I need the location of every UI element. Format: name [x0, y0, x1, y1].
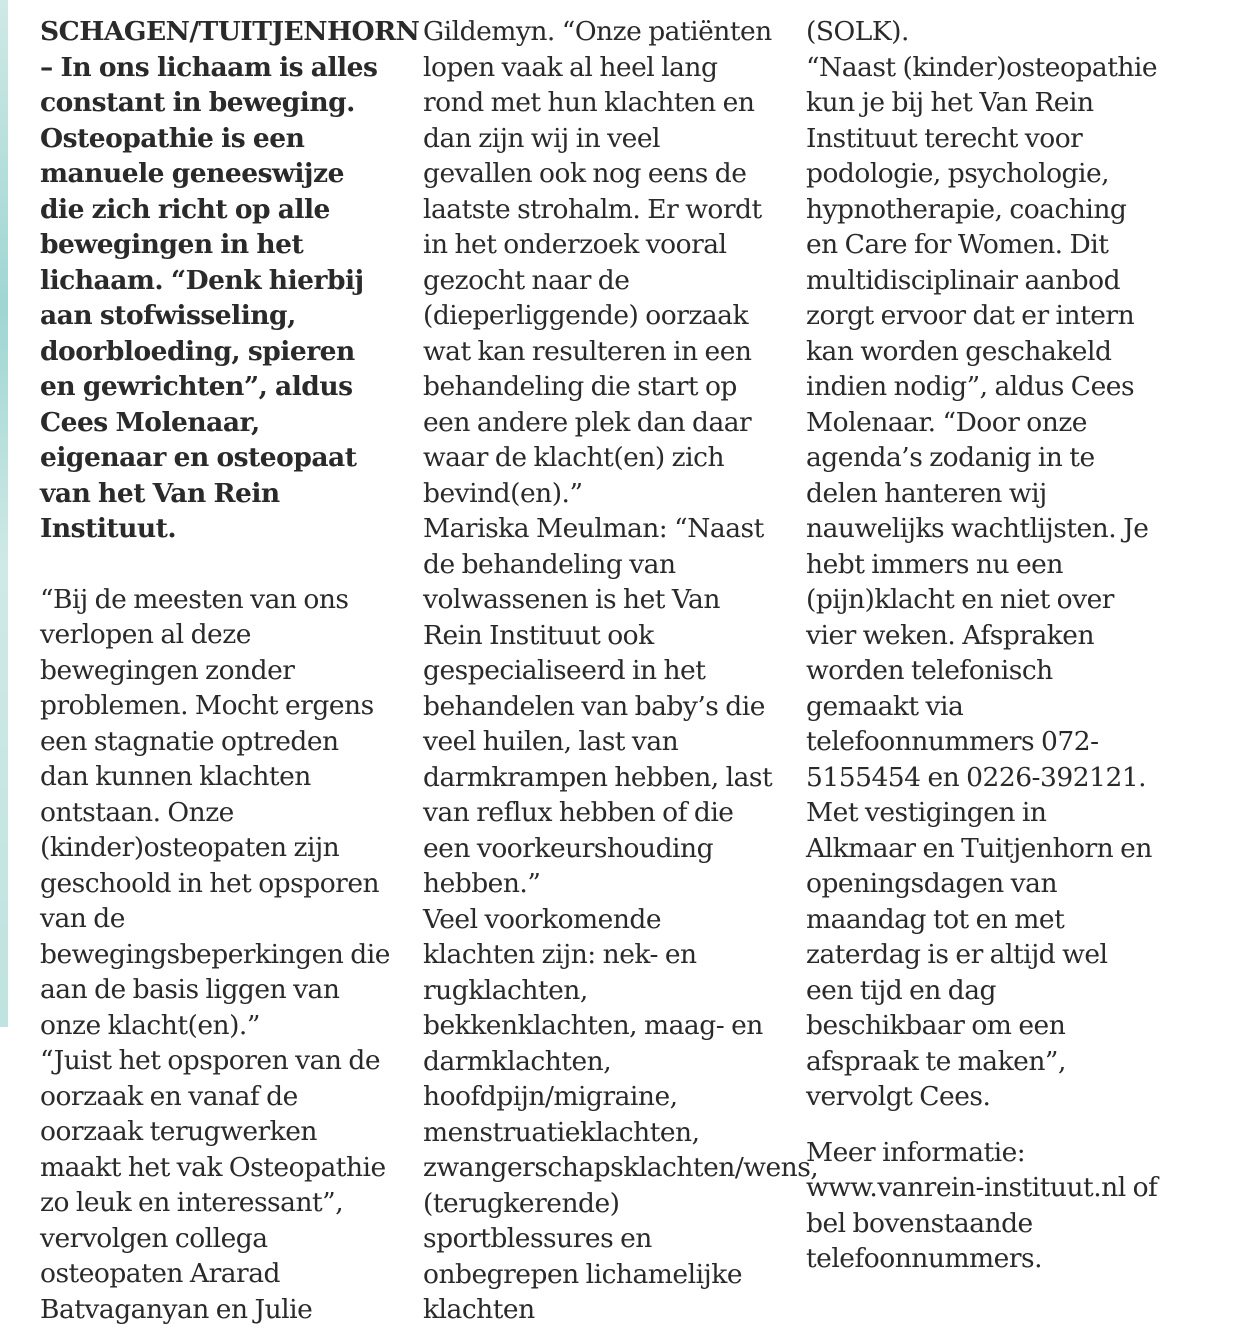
paragraph: “Bij de meesten van ons verlopen al deze bewegingen zonder problemen. Mocht ergens een stagnatie optreden dan kunnen klachten ontstaan. Onze (kinder)osteopaten zijn geschoold in het opsporen van de bewegingsbeperkingen die aan de basis liggen van onze klacht(en).”	[40, 583, 390, 1041]
article-column-1	[40, 14, 420, 1327]
page-edge-strip	[0, 0, 8, 1027]
paragraph: Mariska Meulman: “Naast de behandeling van volwassenen is het Van Rein Instituut ook gespecialiseerd in het behandelen van baby’s die veel huilen, last van darmkrampen hebben, last van reflux hebben of die een voorkeurshouding hebben.”	[423, 513, 773, 899]
paragraph: Veel voorkomende klachten zijn: nek- en rugklachten, bekkenklachten, maag- en darmklachten, hoofdpijn/migraine, menstruatieklachten, zwangerschapsklachten/wens, (terugkerende) sportblessures en onbegrepen lichamelijke klachten	[423, 903, 819, 1325]
paragraph: (SOLK).	[806, 16, 909, 47]
article-column-2	[423, 14, 819, 1328]
contact-info-paragraph: Meer informatie: www.vanrein-instituut.nl of bel bovenstaande telefoonnummers.	[806, 1136, 1158, 1274]
paragraph: “Juist het opsporen van de oorzaak en vanaf de oorzaak terugwerken maakt het vak Osteopathie zo leuk en interessant”, vervolgen collega osteopaten Ararad Batvaganyan en Julie	[40, 1045, 386, 1325]
paragraph: Gildemyn. “Onze patiënten lopen vaak al heel lang rond met hun klachten en dan zijn wij in veel gevallen ook nog eens de laatste strohalm. Er wordt in het onderzoek vooral gezocht naar de (dieperliggende) oorzaak wat kan resulteren in een behandeling die start op een andere plek dan daar waar de klacht(en) zich bevind(en).”	[423, 16, 772, 509]
article-column-3	[806, 14, 1161, 1277]
lead-paragraph: SCHAGEN/TUITJENHORN – In ons lichaam is alles constant in beweging. Osteopathie is een manuele geneeswijze die zich richt op alle bewegingen in het lichaam. “Denk hierbij aan stofwisseling, doorbloeding, spieren en gewrichten”, aldus Cees Molenaar, eigenaar en osteopaat van het Van Rein Instituut.	[40, 16, 420, 544]
paragraph: “Naast (kinder)osteopathie kun je bij het Van Rein Instituut terecht voor podologie, psychologie, hypnotherapie, coaching en Care for Women. Dit multidisciplinair aanbod zorgt ervoor dat er intern kan worden geschakeld indien nodig”, aldus Cees Molenaar. “Door onze agenda’s zodanig in te delen hanteren wij nauwelijks wachtlijsten. Je hebt immers nu een (pijn)klacht en niet over vier weken. Afspraken worden telefonisch gemaakt via telefoonnummers 072-5155454 en 0226-392121. Met vestigingen in Alkmaar en Tuitjenhorn en openingsdagen van maandag tot en met zaterdag is er altijd wel een tijd en dag beschikbaar om een afspraak te maken”, vervolgt Cees.	[806, 51, 1158, 1112]
